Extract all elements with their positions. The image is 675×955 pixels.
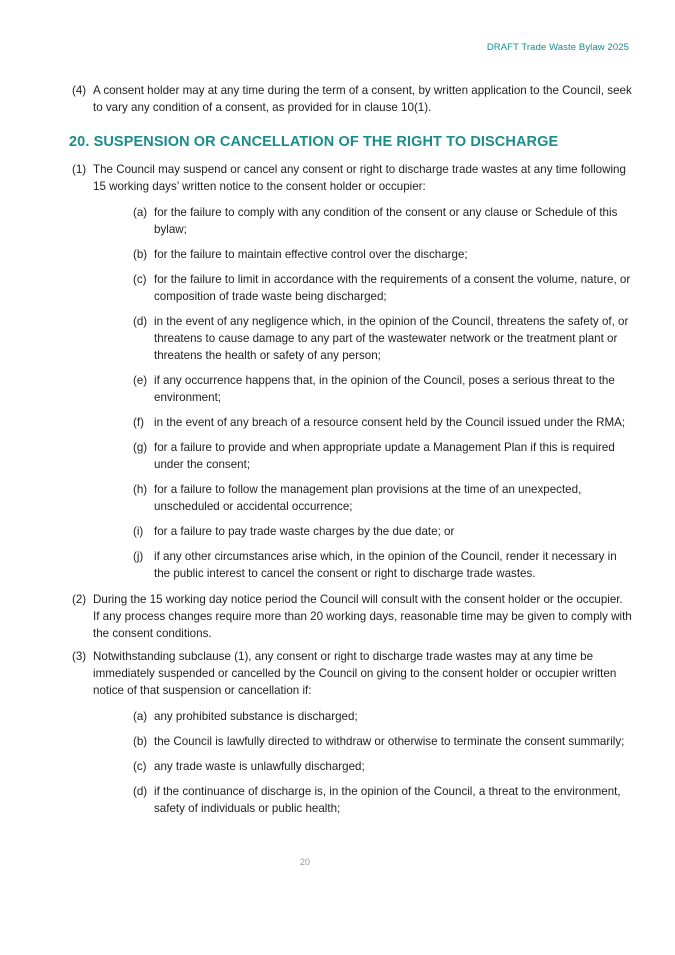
document-body [69, 82, 632, 826]
section-heading: 20. SUSPENSION OR CANCELLATION OF THE RIGHT TO DISCHARGE [69, 134, 559, 150]
subclause-number: (e) [133, 374, 148, 387]
clause-text: The Council may suspend or cancel any consent or right to discharge trade wastes at any time following 15 working days’ written notice to the consent holder or occupier: [93, 163, 626, 193]
subclause-number: (j) [133, 550, 144, 563]
subclause-j [133, 548, 632, 582]
subclause-text: in the event of any negligence which, in the opinion of the Council, threatens the safety of, or threatens to cause damage to any part of the wastewater network or the treatment plant or threatens the health or safety of any person; [154, 315, 629, 362]
subclause-h [133, 481, 632, 515]
subclause-text: if any other circumstances arise which, in the opinion of the Council, render it necessary in the public interest to cancel the consent or right to discharge trade wastes. [154, 550, 617, 580]
subclause-g [133, 439, 632, 473]
subclause-number: (b) [133, 735, 148, 748]
clause-1 [72, 161, 632, 195]
clause-number: (1) [72, 163, 87, 176]
subclause-text: the Council is lawfully directed to withdraw or otherwise to terminate the consent summarily; [154, 735, 625, 748]
subclause-number: (f) [133, 416, 144, 429]
clause-text: During the 15 working day notice period the Council will consult with the consent holder or the occupier. If any process changes require more than 20 working days, reasonable time may be given to comply with the consent conditions. [93, 593, 632, 640]
subclause-number: (b) [133, 248, 148, 261]
subclause-number: (d) [133, 785, 148, 798]
subclause-text: if any occurrence happens that, in the opinion of the Council, poses a serious threat to the environment; [154, 374, 615, 404]
subclause-a [133, 204, 632, 238]
subclause-b [133, 733, 632, 750]
subclause-a [133, 708, 632, 725]
clause-number: (2) [72, 593, 87, 606]
subclause-number: (c) [133, 273, 147, 286]
subclause-number: (i) [133, 525, 144, 538]
clause-3-subclauses [72, 708, 632, 817]
subclause-text: any prohibited substance is discharged; [154, 710, 358, 723]
subclause-c [133, 271, 632, 305]
subclause-e [133, 372, 632, 406]
subclause-number: (g) [133, 441, 148, 454]
subclause-b [133, 246, 632, 263]
subclause-text: for a failure to pay trade waste charges by the due date; or [154, 525, 455, 538]
subclause-text: in the event of any breach of a resource consent held by the Council issued under the RMA; [154, 416, 626, 429]
subclause-f [133, 414, 632, 431]
document-header-title: DRAFT Trade Waste Bylaw 2025 [486, 42, 629, 53]
subclause-number: (c) [133, 760, 147, 773]
subclause-c [133, 758, 632, 775]
subclause-i [133, 523, 632, 540]
subclause-number: (d) [133, 315, 148, 328]
clause-number: (3) [72, 650, 87, 663]
subclause-text: for the failure to maintain effective control over the discharge; [154, 248, 468, 261]
subclause-d [133, 783, 632, 817]
clause-text: Notwithstanding subclause (1), any consent or right to discharge trade wastes may at any time be immediately suspended or cancelled by the Council on giving to the consent holder or occupier written notice of that suspension or cancellation if: [93, 650, 617, 697]
clause-4 [72, 82, 632, 116]
clause-number: (4) [72, 84, 87, 97]
subclause-text: for the failure to comply with any condition of the consent or any clause or Schedule of this bylaw; [154, 206, 618, 236]
subclause-text: if the continuance of discharge is, in the opinion of the Council, a threat to the environment, safety of individuals or public health; [154, 785, 621, 815]
subclause-number: (h) [133, 483, 148, 496]
subclause-number: (a) [133, 710, 148, 723]
subclause-text: for a failure to provide and when appropriate update a Management Plan if this is required under the consent; [154, 441, 615, 471]
clause-text: A consent holder may at any time during the term of a consent, by written application to the Council, seek to vary any condition of a consent, as provided for in clause 10(1). [93, 84, 632, 114]
subclause-text: for a failure to follow the management plan provisions at the time of an unexpected, unscheduled or accidental occurrence; [154, 483, 582, 513]
clause-3 [72, 648, 632, 699]
subclause-d [133, 313, 632, 364]
clause-1-subclauses [72, 204, 632, 582]
page-number: 20 [299, 857, 310, 867]
subclause-number: (a) [133, 206, 148, 219]
clause-2 [72, 591, 632, 642]
subclause-text: any trade waste is unlawfully discharged; [154, 760, 365, 773]
subclause-text: for the failure to limit in accordance with the requirements of a consent the volume, nature, or composition of trade waste being discharged; [154, 273, 631, 303]
